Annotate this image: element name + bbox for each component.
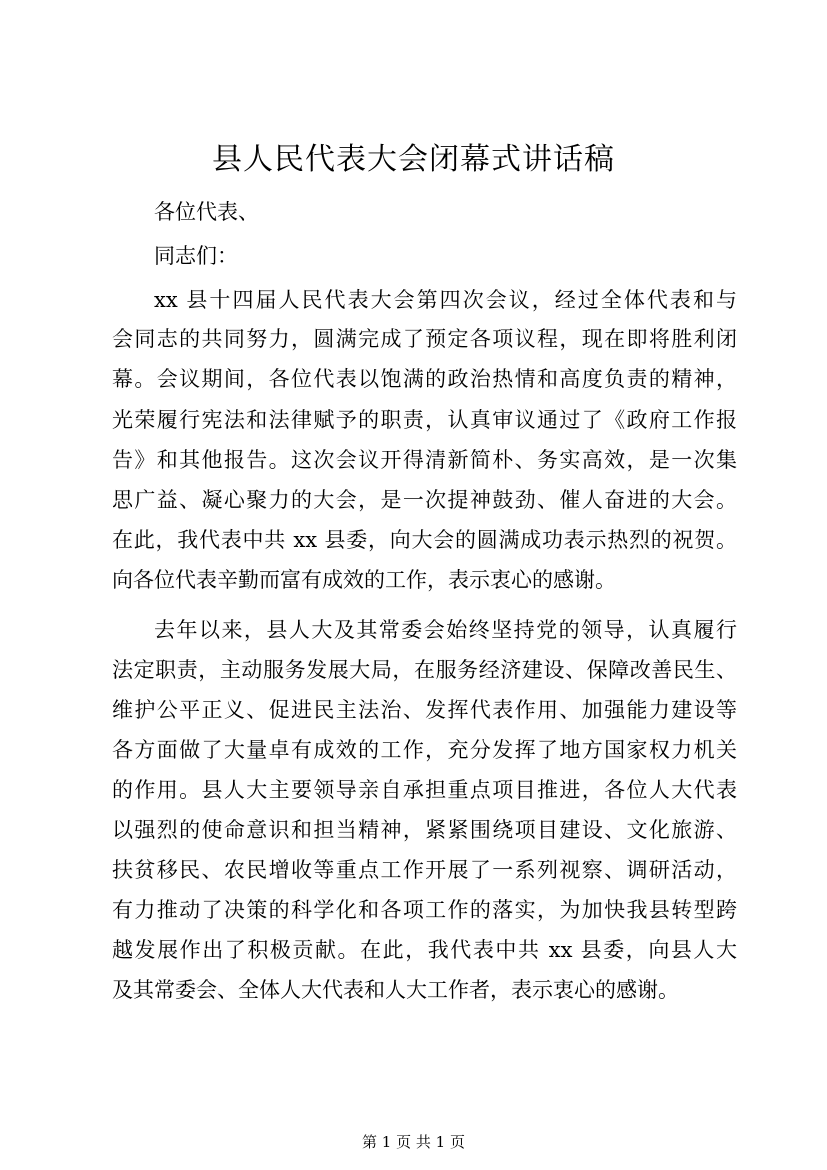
paragraph-2-line: 扶贫移民、农民增收等重点工作开展了一系列视察、调研活动， [112, 858, 737, 882]
paragraph-2-line: 有力推动了决策的科学化和各项工作的落实，为加快我县转型跨 [112, 898, 737, 922]
paragraph-2-line: 及其常委会、全体人大代表和人大工作者，表示衷心的感谢。 [112, 978, 679, 1002]
paragraph-1-line: 向各位代表辛勤而富有成效的工作，表示衷心的感谢。 [112, 568, 616, 592]
paragraph-1-line: xx 县十四届人民代表大会第四次会议，经过全体代表和与 [154, 288, 737, 312]
paragraph-2-line: 去年以来，县人大及其常委会始终坚持党的领导，认真履行 [154, 618, 737, 642]
paragraph-1-line: 告》和其他报告。这次会议开得清新简朴、务实高效，是一次集 [112, 448, 737, 472]
salutation-line: 各位代表、 [154, 200, 259, 224]
paragraph-2-line: 的作用。县人大主要领导亲自承担重点项目推进，各位人大代表 [112, 778, 737, 802]
paragraph-1-line: 思广益、凝心聚力的大会，是一次提神鼓劲、催人奋进的大会。 [112, 488, 737, 512]
paragraph-1-line: 幕。会议期间，各位代表以饱满的政治热情和高度负责的精神， [112, 367, 737, 391]
paragraph-1-line: 会同志的共同努力，圆满完成了预定各项议程，现在即将胜利闭 [112, 327, 737, 351]
paragraph-1-line: 光荣履行宪法和法律赋予的职责，认真审议通过了《政府工作报 [112, 408, 737, 432]
paragraph-2-line: 法定职责，主动服务发展大局，在服务经济建设、保障改善民生、 [112, 658, 737, 682]
paragraph-2-line: 维护公平正义、促进民主法治、发挥代表作用、加强能力建设等 [112, 698, 737, 722]
salutation-line: 同志们： [154, 244, 238, 268]
paragraph-2-line: 以强烈的使命意识和担当精神，紧紧围绕项目建设、文化旅游、 [112, 818, 737, 842]
paragraph-2-line: 各方面做了大量卓有成效的工作，充分发挥了地方国家权力机关 [112, 738, 737, 762]
paragraph-2-line: 越发展作出了积极贡献。在此，我代表中共 xx 县委，向县人大 [112, 938, 737, 962]
page-number-footer: 第 1 页 共 1 页 [362, 1133, 465, 1151]
paragraph-1-line: 在此，我代表中共 xx 县委，向大会的圆满成功表示热烈的祝贺。 [112, 528, 737, 552]
document-title: 县人民代表大会闭幕式讲话稿 [212, 142, 615, 177]
